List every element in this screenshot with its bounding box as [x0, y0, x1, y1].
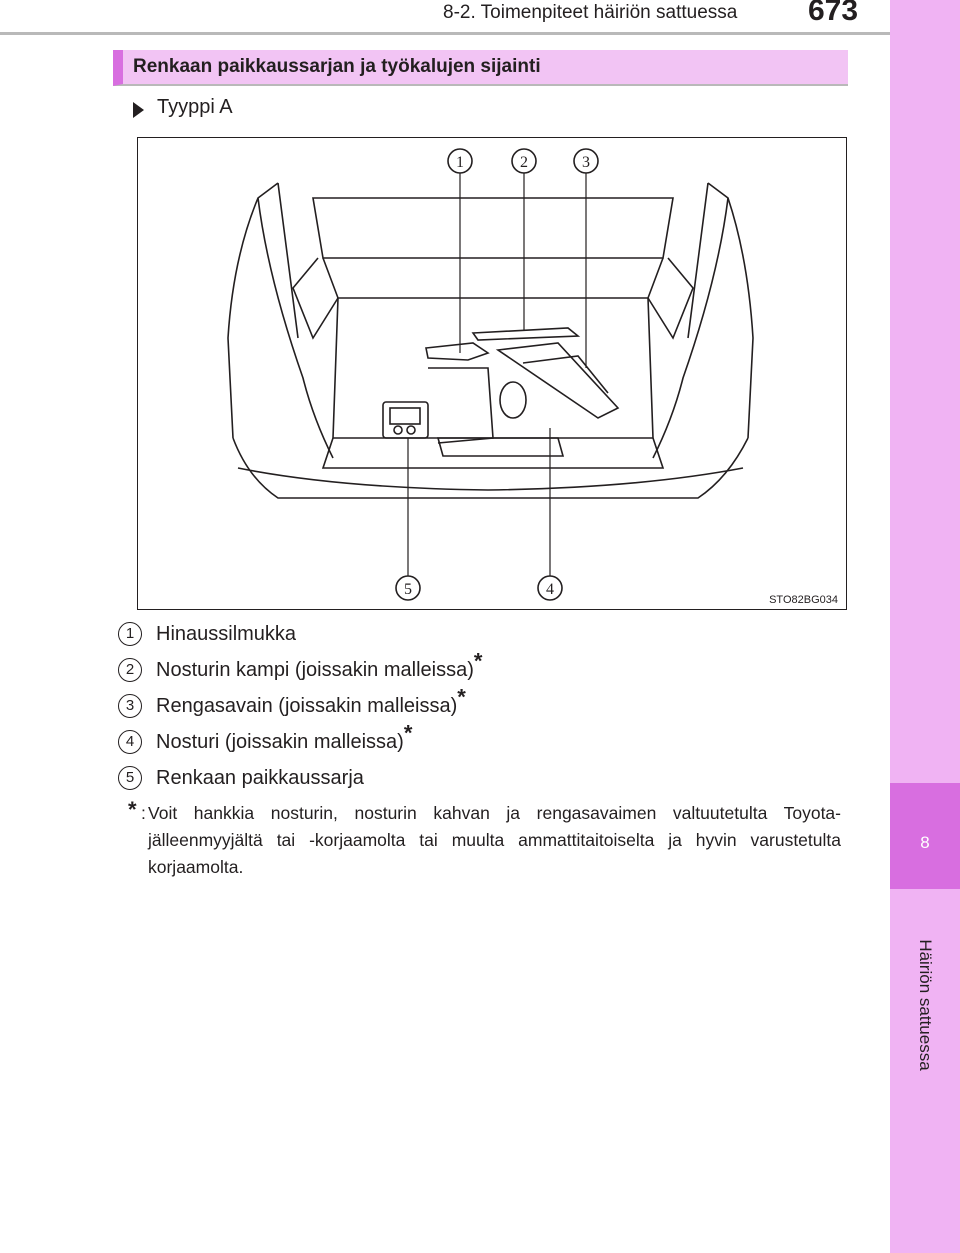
item-label: Renkaan paikkaussarja	[156, 767, 364, 789]
list-item	[118, 720, 413, 754]
item-number: 3	[118, 694, 142, 718]
section-heading-text: Renkaan paikkaussarjan ja työkalujen sijainti	[133, 56, 541, 77]
list-item	[118, 622, 296, 646]
footnote	[128, 797, 841, 881]
footnote-mark: *	[457, 684, 466, 710]
footnote-star: *	[128, 797, 137, 822]
footnote-mark: *	[403, 720, 413, 746]
callout-5-label: 5	[404, 581, 412, 598]
callout-2-label: 2	[520, 154, 528, 171]
chapter-number: 8	[920, 833, 930, 852]
item-number: 1	[118, 622, 142, 646]
list-item	[118, 648, 483, 682]
page-number: 673	[808, 0, 859, 27]
chapter-tab[interactable]	[890, 783, 960, 889]
section-heading	[113, 50, 848, 86]
item-number: 4	[118, 730, 142, 754]
figure-code: STO82BG034	[769, 594, 838, 606]
item-label: Hinaussilmukka	[156, 623, 297, 645]
header-divider	[0, 32, 890, 35]
list-item	[118, 766, 364, 790]
chapter-title: Häiriön sattuessa	[916, 939, 935, 1071]
footnote-text: Voit hankkia nosturin, nosturin kahvan ja rengasavaimen valtuutetulta Toyota-jälleenmyyjältä tai -korjaamolta tai muulta ammattitaitoiselta ja hyvin varustetulta korjaamolta.	[148, 803, 841, 877]
item-label: Nosturi (joissakin malleissa)	[156, 731, 404, 753]
item-label: Rengasavain (joissakin malleissa)	[156, 695, 458, 717]
luggage-compartment-figure	[137, 137, 847, 610]
footnote-mark: *	[473, 648, 483, 674]
header-section-title: 8-2. Toimenpiteet häiriön sattuessa	[443, 2, 738, 23]
callout-3-label: 3	[582, 154, 590, 171]
item-label: Nosturin kampi (joissakin malleissa)	[156, 659, 474, 681]
item-number: 2	[118, 658, 142, 682]
item-number: 5	[118, 766, 142, 790]
type-label: Tyyppi A	[157, 96, 233, 118]
list-item	[118, 684, 466, 718]
callout-4-label: 4	[546, 581, 554, 598]
callout-1-label: 1	[456, 154, 464, 171]
bullet-triangle-icon	[133, 102, 144, 118]
luggage-compartment-illustration	[138, 138, 846, 609]
footnote-colon: :	[141, 803, 146, 823]
